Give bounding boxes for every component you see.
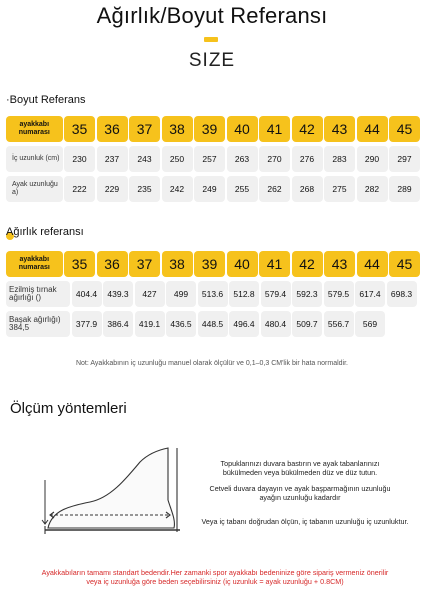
crushed-weight-cell: 579.4 [261,281,291,307]
title-accent-dash [204,37,218,42]
method-step-1: Topuklarınızı duvara bastırın ve ayak tabanlarınızı bükülmeden veya bükülmeden düz ve düz tutun. [220,459,380,477]
foot-length-cell: 235 [129,176,160,202]
inner-length-cell: 283 [324,146,355,172]
inner-length-cell: 250 [162,146,193,172]
crushed-weight-cell: 512.8 [229,281,259,307]
method-step-2: Cetveli duvara dayayın ve ayak başparmağının uzunluğu ayağın uzunluğu kadardır [209,484,391,502]
foot-length-cell: 282 [357,176,388,202]
weight-size-number-cell: 39 [194,251,225,277]
weight-size-number-cell: 45 [389,251,420,277]
base-weight-cell: 419.1 [135,311,165,337]
foot-length-cell: 229 [97,176,128,202]
base-weight-cell: 556.7 [324,311,354,337]
size-number-cell: 41 [259,116,290,142]
weight-size-number-cell: 37 [129,251,160,277]
foot-length-cell: 255 [227,176,258,202]
inner-length-row [6,146,420,172]
weight-size-number-cell: 41 [259,251,290,277]
weight-size-number-cell: 38 [162,251,193,277]
weight-header-row [6,251,420,277]
crushed-weight-cell: 592.3 [292,281,322,307]
inner-length-label: İç uzunluk (cm) [6,146,63,172]
method-title: Ölçüm yöntemleri [10,400,127,417]
size-number-cell: 39 [194,116,225,142]
base-weight-cell: 377.9 [72,311,102,337]
crushed-weight-cell: 404.4 [72,281,102,307]
crushed-weight-cell: 513.6 [198,281,228,307]
size-section-label: ·Boyut Referans [6,94,86,106]
crushed-weight-label: Ezilmiş tırnak ağırlığı () [6,281,70,307]
base-weight-cell: 496.4 [229,311,259,337]
foot-length-cells [63,176,421,202]
weight-table [6,251,420,341]
crushed-weight-cell: 427 [135,281,165,307]
weight-size-number-cell: 36 [97,251,128,277]
foot-outline-illustration [45,448,180,534]
weight-section-label: Ağırlık referansı [6,226,84,238]
foot-length-cell: 222 [64,176,95,202]
base-weight-cells [70,311,385,337]
inner-length-cell: 257 [194,146,225,172]
size-header-cells [63,116,421,142]
crushed-weight-cell: 698.3 [387,281,417,307]
base-weight-label: Başak ağırlığı) 384,5 [6,311,70,337]
foot-length-cell: 242 [162,176,193,202]
size-number-cell: 44 [357,116,388,142]
base-weight-cell: 569 [355,311,385,337]
crushed-weight-cells [70,281,417,307]
size-number-cell: 35 [64,116,95,142]
foot-length-cell: 268 [292,176,323,202]
size-number-cell: 37 [129,116,160,142]
crushed-weight-row [6,281,420,307]
weight-size-number-cell: 40 [227,251,258,277]
inner-length-cell: 230 [64,146,95,172]
weight-header-label: ayakkabı numarası [6,251,63,277]
inner-length-cells [63,146,421,172]
inner-length-cell: 297 [389,146,420,172]
size-header-row [6,116,420,142]
weight-size-number-cell: 44 [357,251,388,277]
crushed-weight-cell: 579.5 [324,281,354,307]
weight-size-number-cell: 35 [64,251,95,277]
base-weight-cell: 448.5 [198,311,228,337]
base-weight-cell: 509.7 [292,311,322,337]
size-number-cell: 40 [227,116,258,142]
base-weight-cell: 386.4 [103,311,133,337]
crushed-weight-cell: 439.3 [103,281,133,307]
foot-length-row [6,176,420,202]
inner-length-cell: 263 [227,146,258,172]
size-number-cell: 45 [389,116,420,142]
method-step-3: Veya iç tabanı doğrudan ölçün, iç tabanın uzunluğu iç uzunluktur. [201,517,409,526]
base-weight-row [6,311,420,337]
foot-length-cell: 289 [389,176,420,202]
size-advice-warning: Ayakkabıların tamamı standart bedendir.Her zamanki spor ayakkabı bedeninize göre sipariş vermeniz önerilir veya iç uzunluğa göre beden seçebilirsiniz (iç uzunluk = ayak uzunluğu + 0.8CM) [41,568,389,586]
down-arrow-icon [42,480,48,524]
size-number-cell: 43 [324,116,355,142]
inner-length-cell: 276 [292,146,323,172]
size-number-cell: 42 [292,116,323,142]
base-weight-cell: 480.4 [261,311,291,337]
foot-length-cell: 262 [259,176,290,202]
foot-length-cell: 249 [194,176,225,202]
inner-length-cell: 243 [129,146,160,172]
base-weight-cell: 436.5 [166,311,196,337]
crushed-weight-cell: 617.4 [355,281,385,307]
weight-size-number-cell: 42 [292,251,323,277]
size-table [6,116,420,206]
inner-length-cell: 237 [97,146,128,172]
foot-length-label: Ayak uzunluğu a) [6,176,63,202]
inner-length-cell: 290 [357,146,388,172]
foot-length-cell: 275 [324,176,355,202]
size-number-cell: 36 [97,116,128,142]
weight-header-cells [63,251,421,277]
size-number-cell: 38 [162,116,193,142]
measurement-note: Not: Ayakkabının iç uzunluğu manuel olarak ölçülür ve 0,1–0,3 CM'lik bir hata normaldir. [75,360,349,367]
size-header-label: ayakkabı numarası [6,116,63,142]
inner-length-cell: 270 [259,146,290,172]
page-title: Ağırlık/Boyut Referansı [96,3,328,28]
foot-measurement-diagram [30,440,200,540]
size-subtitle: SIZE [188,50,236,71]
crushed-weight-cell: 499 [166,281,196,307]
weight-size-number-cell: 43 [324,251,355,277]
